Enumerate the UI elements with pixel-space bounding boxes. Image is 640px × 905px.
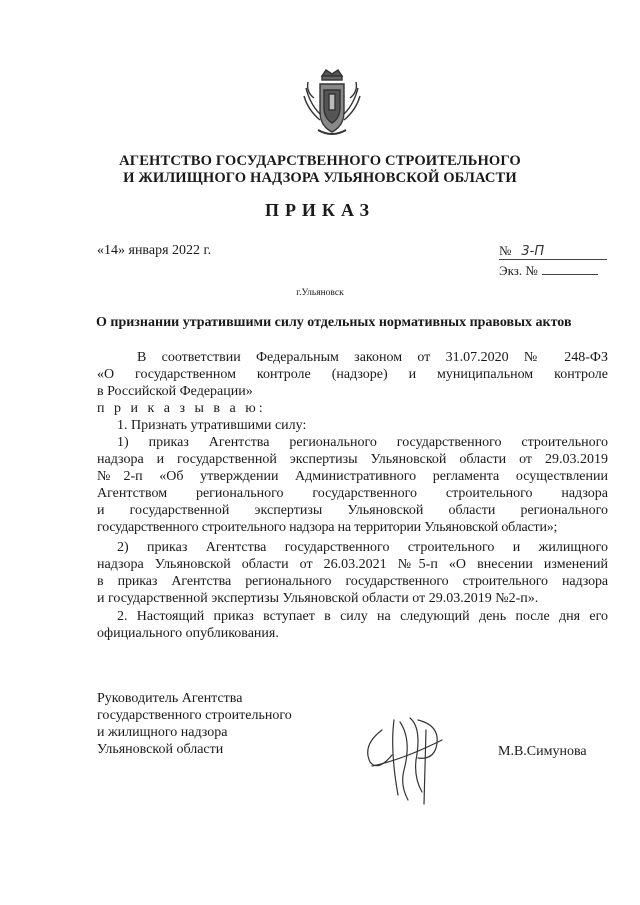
text-line: 1) приказ Агентства регионального государственного строительного (117, 435, 608, 450)
text-line: в приказ Агентства регионального государственного строительного надзора (97, 574, 608, 589)
signatory-position (97, 690, 292, 758)
order-word: п р и к а з ы в а ю: (97, 401, 266, 416)
text-line: надзора и государственной экспертизы Ульяновской области от 29.03.2019 (97, 452, 608, 467)
text-line: и государственной экспертизы Ульяновской области регионального (97, 503, 608, 518)
text-line: №2-п «Об утверждении Административного регламента осуществлении (97, 469, 608, 484)
sub-item-1 (97, 434, 608, 536)
text-line: официального опубликования. (97, 626, 279, 641)
text-line: Агентством регионального государственного строительного надзора (97, 486, 608, 501)
agency-name-line1: АГЕНТСТВО ГОСУДАРСТВЕННОГО СТРОИТЕЛЬНОГО (119, 153, 521, 169)
number-value: 3-П (521, 244, 545, 259)
coat-of-arms-icon (300, 68, 364, 140)
position-line: Ульяновской области (97, 742, 224, 757)
document-subject: О признании утратившими силу отдельных нормативных правовых актов (96, 315, 572, 330)
text-line: и государственной экспертизы Ульяновской области от 29.03.2019 №2-п». (97, 591, 539, 606)
copy-number-line (542, 262, 598, 275)
text-line: в Российской Федерации» (97, 384, 253, 399)
text-line: «О государственном контроле (надзоре) и муниципальном контроле (97, 367, 608, 382)
position-line: государственного строительного (97, 708, 292, 723)
city-name: г.Ульяновск (296, 288, 344, 298)
document-type-title: ПРИКАЗ (264, 200, 376, 220)
position-line: Руководитель Агентства (97, 691, 243, 706)
item-1: 1. Признать утратившими силу: (117, 418, 307, 433)
text-line: надзора Ульяновской области от 26.03.2021 №5-п «О внесении изменений (97, 557, 608, 572)
text-line: В соответствии Федеральным законом от 31.07.2020 № 248-ФЗ (137, 350, 608, 365)
agency-name-line2: И ЖИЛИЩНОГО НАДЗОРА УЛЬЯНОВСКОЙ ОБЛАСТИ (123, 170, 517, 186)
document-date: «14» января 2022 г. (97, 243, 212, 258)
copy-number (499, 262, 598, 279)
position-line: и жилищного надзора (97, 725, 228, 740)
text-line: 2. Настоящий приказ вступает в силу на следующий день после дня его (117, 609, 608, 624)
intro-paragraph (97, 349, 608, 434)
document-number (499, 243, 607, 260)
number-label: № (499, 243, 512, 258)
copy-label: Экз. № (499, 263, 538, 278)
signatory-name: М.В.Симунова (498, 744, 587, 759)
item-2 (97, 608, 608, 642)
text-line: 2) приказ Агентства государственного строительного и жилищного (117, 540, 608, 555)
text-line: государственного строительного надзора на территории Ульяновской области»; (97, 520, 558, 535)
handwritten-signature-icon (352, 700, 462, 810)
sub-item-2 (97, 539, 608, 607)
